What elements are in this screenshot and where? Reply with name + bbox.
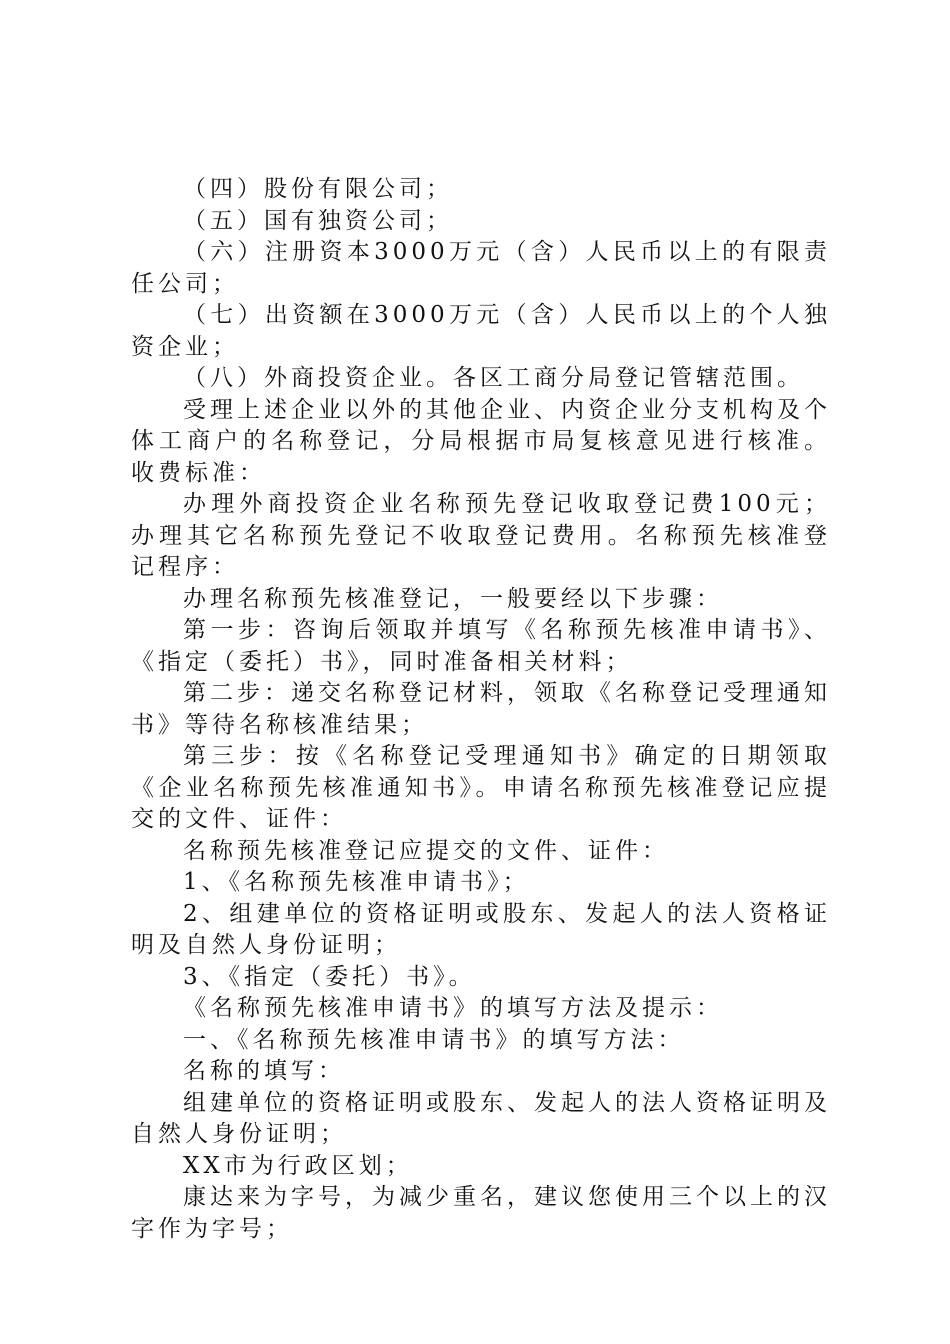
- paragraph-name-filling: 名称的填写：: [183, 1058, 345, 1084]
- paragraph-required-documents: 名称预先核准登记应提交的文件、证件：: [183, 837, 669, 864]
- paragraph-doc-item-1: 1、《名称预先核准申请书》；: [183, 869, 530, 895]
- document-body: [131, 174, 831, 1245]
- paragraph-4-joint-stock: （四）股份有限公司；: [183, 176, 453, 202]
- paragraph-5-state-owned: （五）国有独资公司；: [183, 207, 453, 234]
- paragraph-8-foreign-investment: （八）外商投资企业。各区工商分局登记管辖范围。: [183, 365, 804, 391]
- paragraph-section-one-heading: 一、《名称预先核准申请书》的填写方法：: [183, 1026, 685, 1053]
- paragraph-admin-division: XX市为行政区划；: [183, 1152, 413, 1179]
- paragraph-fee-standard: 办理外商投资企业名称预先登记收取登记费100元；办理其它名称预先登记不收取登记费用。名称预先核准登记程序：: [131, 491, 831, 580]
- paragraph-fill-method-tips: 《名称预先核准申请书》的填写方法及提示：: [183, 995, 723, 1021]
- paragraph-trade-name: 康达来为字号，为减少重名，建议您使用三个以上的汉字作为字号；: [131, 1184, 831, 1242]
- paragraph-doc-item-2: 2、组建单位的资格证明或股东、发起人的法人资格证明及自然人身份证明；: [131, 900, 831, 958]
- paragraph-district-scope: 受理上述企业以外的其他企业、内资企业分支机构及个体工商户的名称登记，分局根据市局复核意见进行核准。收费标准：: [131, 396, 831, 486]
- paragraph-step-three: 第三步：按《名称登记受理通知书》确定的日期领取《企业名称预先核准通知书》。申请名称预先核准登记应提交的文件、证件：: [131, 743, 831, 832]
- paragraph-step-one: 第一步：咨询后领取并填写《名称预先核准申请书》、《指定（委托）书》，同时准备相关材料；: [131, 617, 831, 675]
- paragraph-7-sole-proprietorship: （七）出资额在3000万元（含）人民币以上的个人独资企业；: [131, 302, 831, 360]
- paragraph-qualification-proof: 组建单位的资格证明或股东、发起人的法人资格证明及自然人身份证明；: [131, 1089, 831, 1147]
- paragraph-step-two: 第二步：递交名称登记材料，领取《名称登记受理通知书》等待名称核准结果；: [131, 680, 831, 738]
- paragraph-doc-item-3: 3、《指定（委托）书》。: [183, 963, 476, 990]
- paragraph-procedure-intro: 办理名称预先核准登记，一般要经以下步骤：: [183, 585, 723, 612]
- paragraph-6-limited-liability: （六）注册资本3000万元（含）人民币以上的有限责任公司；: [131, 239, 831, 297]
